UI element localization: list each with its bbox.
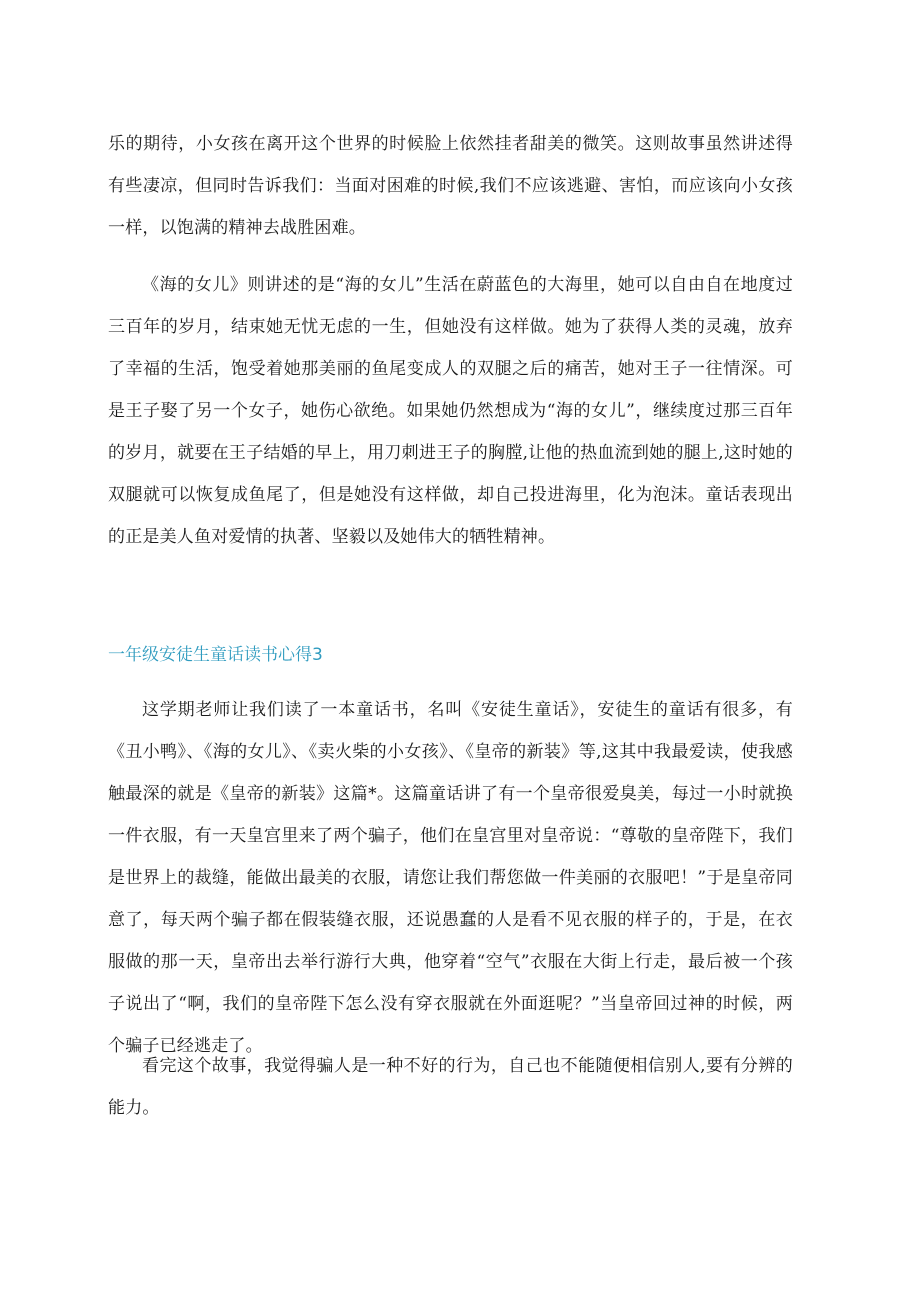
paragraph-emperor-new-clothes: 这学期老师让我们读了一本童话书，名叫《安徒生童话》，安徒生的童话有很多，有《丑小鸭》、《海的女儿》、《卖火柴的小女孩》、《皇帝的新装》等,这其中我最爱读，使我感触最深的就是《皇帝的新装》这篇*。这篇童话讲了有一个皇帝很爱臭美，每过一小时就换一件衣服，有一天皇宫里来了两个骗子，他们在皇宫里对皇帝说：“尊敬的皇帝陛下，我们是世界上的裁缝，能做出最美的衣服，请您让我们帮您做一件美丽的衣服吧！”于是皇帝同意了，每天两个骗子都在假装缝衣服，还说愚蠢的人是看不见衣服的样子的，于是，在衣服做的那一天，皇帝出去举行游行大典，他穿着“空气”衣服在大街上行走，最后被一个孩子说出了“啊，我们的皇帝陛下怎么没有穿衣服就在外面逛呢？”当皇帝回过神的时候，两个骗子已经逃走了。 (108, 700, 793, 1056)
paragraph-conclusion: 看完这个故事，我觉得骗人是一种不好的行为，自己也不能随便相信别人,要有分辨的能力。 (108, 1056, 793, 1118)
section-heading: 一年级安徒生童话读书心得3 (108, 645, 323, 665)
paragraph-story-ending: 乐的期待，小女孩在离开这个世界的时候脸上依然挂者甜美的微笑。这则故事虽然讲述得有些凄凉，但同时告诉我们：当面对困难的时候,我们不应该逃避、害怕，而应该向小女孩一样，以饱满的精神去战胜困难。 (108, 134, 793, 238)
paragraph-little-mermaid: 《海的女儿》则讲述的是“海的女儿”生活在蔚蓝色的大海里，她可以自由自在地度过三百年的岁月，结束她无忧无虑的一生，但她没有这样做。她为了获得人类的灵魂，放弃了幸福的生活，饱受着她那美丽的鱼尾变成人的双腿之后的痛苦，她对王子一往情深。可是王子娶了另一个女子，她伤心欲绝。如果她仍然想成为“海的女儿”，继续度过那三百年的岁月，就要在王子结婚的早上，用刀刺进王子的胸膛,让他的热血流到她的腿上,这时她的双腿就可以恢复成鱼尾了，但是她没有这样做，却自己投进海里，化为泡沫。童话表现出的正是美人鱼对爱情的执著、坚毅以及她伟大的牺牲精神。 (108, 275, 793, 547)
